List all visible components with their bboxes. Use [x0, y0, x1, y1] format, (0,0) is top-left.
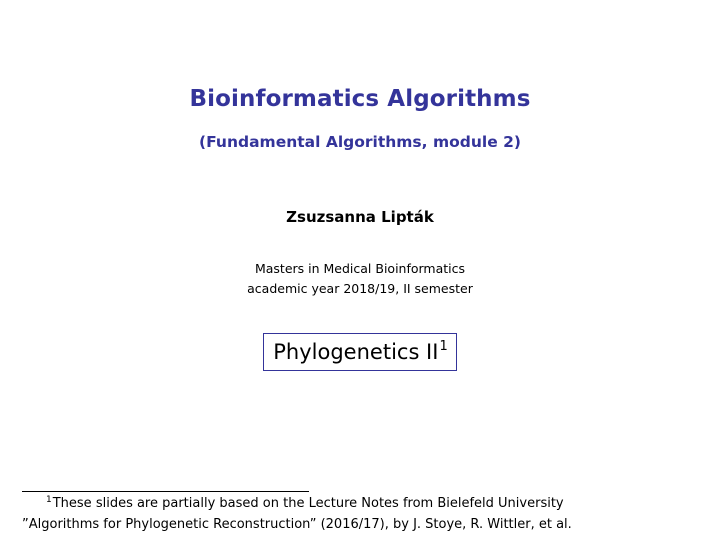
slide-title: Bioinformatics Algorithms [189, 86, 531, 112]
footnote-line-1 [46, 496, 564, 511]
topic-title: Phylogenetics II [273, 340, 439, 364]
institute-line-1: Masters in Medical Bioinformatics [254, 261, 466, 276]
footnote-text-1: These slides are partially based on the Lecture Notes from Bielefeld University [52, 496, 564, 511]
footnote-mark: 1 [46, 495, 52, 505]
slide-subtitle: (Fundamental Algorithms, module 2) [199, 133, 521, 151]
topic-box [263, 333, 456, 371]
author-name: Zsuzsanna Lipták [286, 208, 434, 226]
footnote-line-2: ”Algorithms for Phylogenetic Reconstruction” (2016/17), by J. Stoye, R. Wittler, et al. [22, 517, 572, 532]
topic-footnote-mark: 1 [439, 339, 448, 354]
institute-line-2: academic year 2018/19, II semester [247, 281, 473, 296]
footnote-rule [22, 491, 309, 492]
topic-box-wrapper [0, 333, 720, 371]
